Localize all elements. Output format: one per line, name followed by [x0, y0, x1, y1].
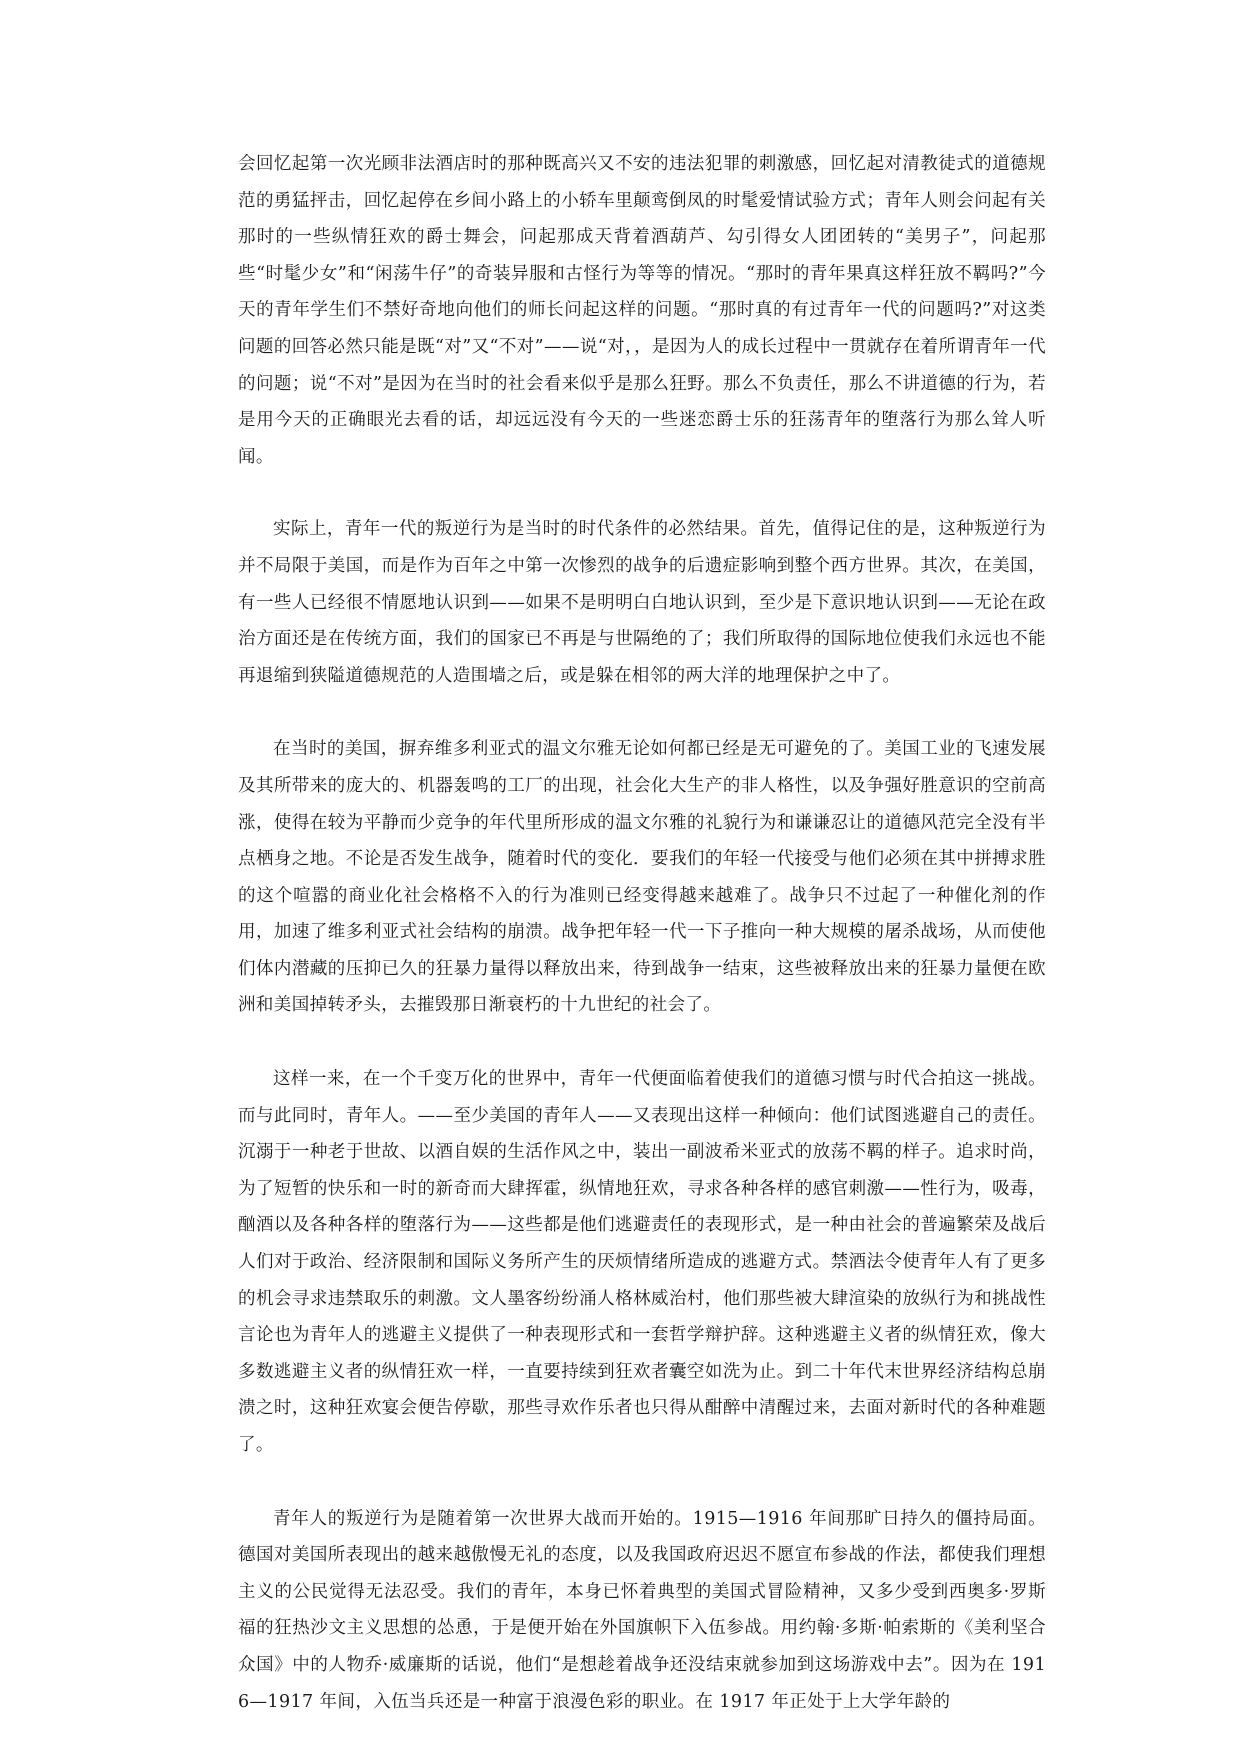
paragraph-4: 这样一来，在一个千变万化的世界中，青年一代便面临着使我们的道德习惯与时代合拍这一挑战。而与此同时，青年人。——至少美国的青年人——又表现出这样一种倾向：他们试图逃避自己的责任。沉溺于一种老于世故、以酒自娱的生活作风之中，装出一副波希米亚式的放荡不羁的样子。追求时尚，为了短暂的快乐和一时的新奇而大肆挥霍，纵情地狂欢，寻求各种各样的感官刺激——性行为，吸毒，酗酒以及各种各样的堕落行为——这些都是他们逃避责任的表现形式，是一种由社会的普遍繁荣及战后人们对于政治、经济限制和国际义务所产生的厌烦情绪所造成的逃避方式。禁酒法令使青年人有了更多的机会寻求违禁取乐的刺激。文人墨客纷纷涌人格林威治村，他们那些被大肆渲染的放纵行为和挑战性言论也为青年人的逃避主义提供了一种表现形式和一套哲学辩护辞。这种逃避主义者的纵情狂欢，像大多数逃避主义者的纵情狂欢一样，一直要持续到狂欢者囊空如洗为止。到二十年代末世界经济结构总崩溃之时，这种狂欢宴会便告停歇，那些寻欢作乐者也只得从酣醉中清醒过来，去面对新时代的各种难题了。 [238, 1069, 1046, 1455]
body-text [238, 146, 1046, 1720]
paragraph-1: 会回忆起第一次光顾非法酒店时的那种既高兴又不安的违法犯罪的刺激感，回忆起对清教徒式的道德规范的勇猛抨击，回忆起停在乡间小路上的小轿车里颠鸾倒凤的时髦爱情试验方式；青年人则会问起有关那时的一些纵情狂欢的爵士舞会，问起那成天背着酒葫芦、勾引得女人团团转的“美男子”，问起那些“时髦少女”和“闲荡牛仔”的奇装异服和古怪行为等等的情况。“那时的青年果真这样狂放不羁吗?”今天的青年学生们不禁好奇地向他们的师长问起这样的问题。“那时真的有过青年一代的问题吗?”对这类问题的回答必然只能是既“对”又“不对”——说“对，，是因为人的成长过程中一贯就存在着所谓青年一代的问题；说“不对”是因为在当时的社会看来似乎是那么狂野。那么不负责任，那么不讲道德的行为，若是用今天的正确眼光去看的话，却远远没有今天的一些迷恋爵士乐的狂荡青年的堕落行为那么耸人听闻。 [238, 154, 1046, 467]
paragraph-5: 青年人的叛逆行为是随着第一次世界大战而开始的。1915—1916 年间那旷日持久的僵持局面。德国对美国所表现出的越来越傲慢无礼的态度，以及我国政府迟迟不愿宣布参战的作法，都使我们理想主义的公民觉得无法忍受。我们的青年，本身已怀着典型的美国式冒险精神，又多少受到西奥多·罗斯福的狂热沙文主义思想的怂恿，于是便开始在外国旗帜下入伍参战。用约翰·多斯·帕索斯的《美利坚合众国》中的人物乔·威廉斯的话说，他们“是想趁着战争还没结束就参加到这场游戏中去”。因为在 1916—1917 年间，入伍当兵还是一种富于浪漫色彩的职业。在 1917 年正处于上大学年龄的 [238, 1508, 1046, 1712]
paragraph-2: 实际上，青年一代的叛逆行为是当时的时代条件的必然结果。首先，值得记住的是，这种叛逆行为并不局限于美国，而是作为百年之中第一次惨烈的战争的后遗症影响到整个西方世界。其次，在美国，有一些人已经很不情愿地认识到——如果不是明明白白地认识到，至少是下意识地认识到——无论在政治方面还是在传统方面，我们的国家已不再是与世隔绝的了；我们所取得的国际地位使我们永远也不能再退缩到狭隘道德规范的人造围墙之后，或是躲在相邻的两大洋的地理保护之中了。 [238, 519, 1046, 686]
paragraph-3: 在当时的美国，摒弃维多利亚式的温文尔雅无论如何都已经是无可避免的了。美国工业的飞速发展及其所带来的庞大的、机器轰鸣的工厂的出现，社会化大生产的非人格性，以及争强好胜意识的空前高涨，使得在较为平静而少竞争的年代里所形成的温文尔雅的礼貌行为和谦谦忍让的道德风范完全没有半点栖身之地。不论是否发生战争，随着时代的变化．要我们的年轻一代接受与他们必须在其中拼搏求胜的这个喧嚣的商业化社会格格不入的行为准则已经变得越来越难了。战争只不过起了一种催化剂的作用，加速了维多利亚式社会结构的崩溃。战争把年轻一代一下子推向一种大规模的屠杀战场，从而使他们体内潜藏的压抑已久的狂暴力量得以释放出来，待到战争一结束，这些被释放出来的狂暴力量便在欧洲和美国掉转矛头，去摧毁那日渐衰朽的十九世纪的社会了。 [238, 739, 1046, 1016]
